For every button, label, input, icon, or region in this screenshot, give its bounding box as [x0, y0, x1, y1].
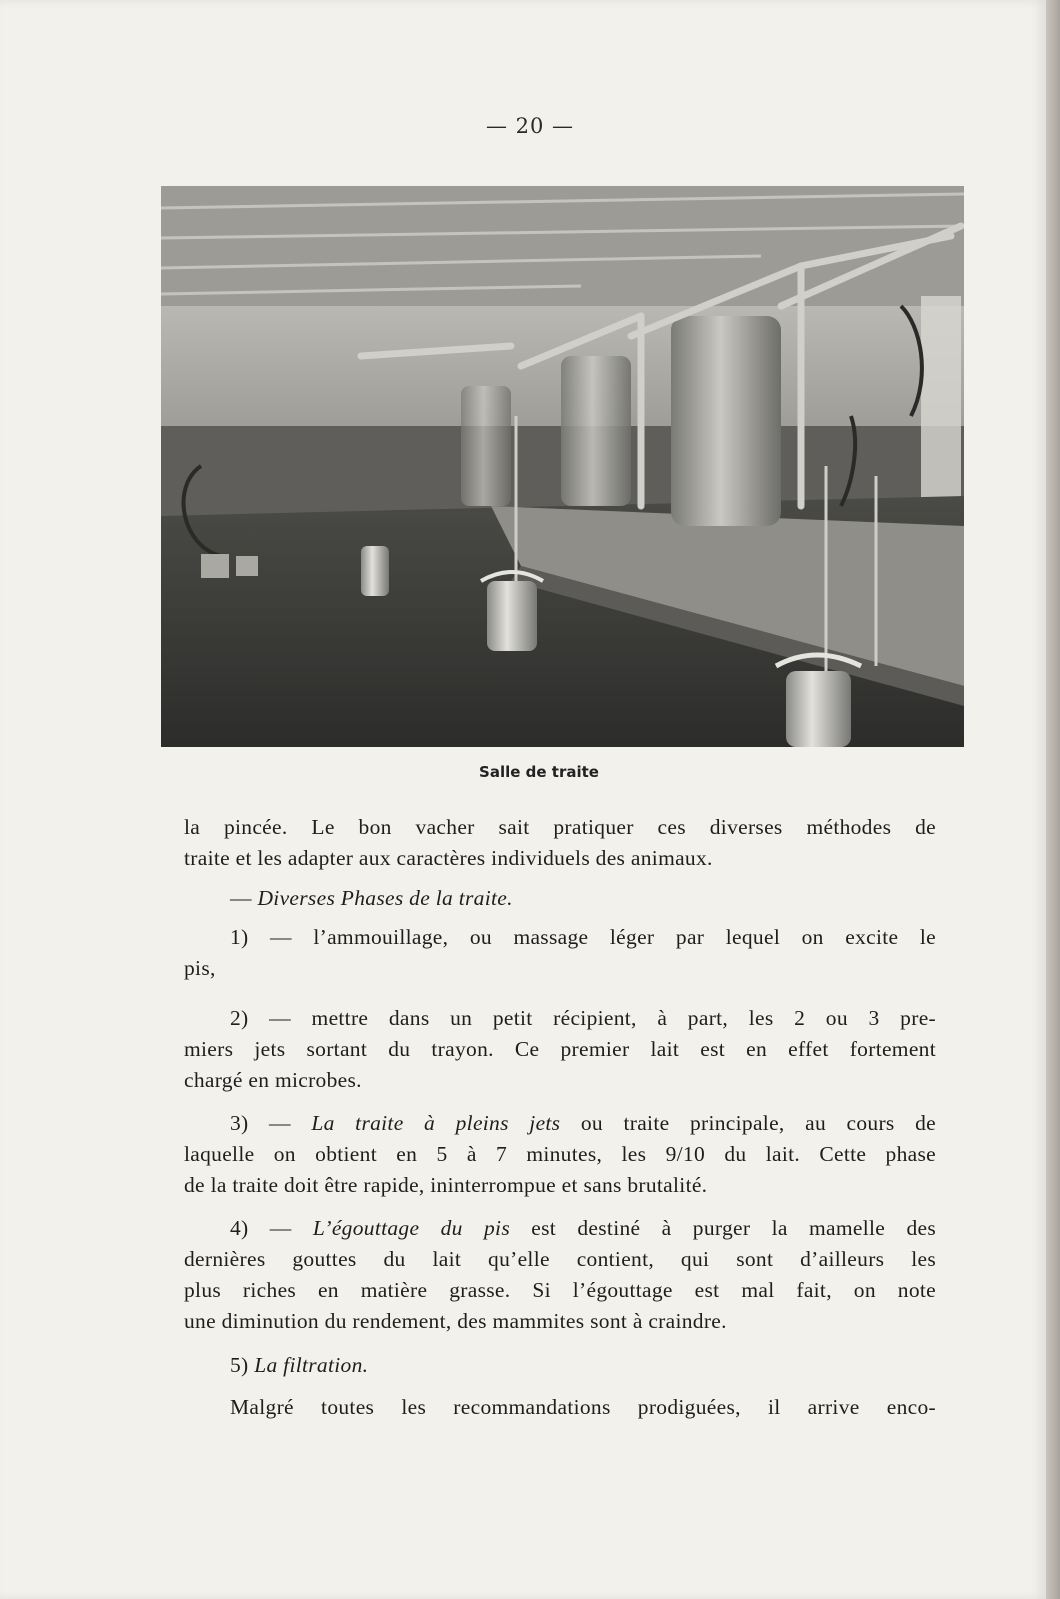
step-3-line [230, 1108, 936, 1139]
step-4-line [230, 1213, 936, 1244]
paragraph-line: la pincée. Le bon vacher sait pratiquer ces diverses méthodes de [184, 815, 936, 839]
step-2-line: miers jets sortant du trayon. Ce premier lait est en effet fortement [184, 1037, 936, 1061]
milking-room-photo [161, 186, 964, 747]
step-4-text: est destiné à purger la mamelle des [510, 1216, 937, 1240]
section-dash: — [230, 886, 258, 910]
page-number: — 20 — [485, 114, 575, 138]
paragraph-line: traite et les adapter aux caractères individuels des animaux. [184, 846, 713, 870]
step-2-line: 2) — mettre dans un petit récipient, à part, les 2 ou 3 pre- [230, 1006, 936, 1030]
step-2-line: chargé en microbes. [184, 1068, 362, 1092]
step-4-number: 4) — [230, 1216, 313, 1240]
page-edge [1046, 0, 1060, 1599]
step-5-title: La filtration. [254, 1353, 369, 1377]
figure-caption: Salle de traite [479, 763, 599, 781]
step-3-text: ou traite principale, au cours de [560, 1111, 936, 1135]
step-4-line: une diminution du rendement, des mammites sont à craindre. [184, 1309, 727, 1333]
step-1-line: 1) — l’ammouillage, ou massage léger par lequel on excite le [230, 925, 936, 949]
step-4-line: plus riches en matière grasse. Si l’égouttage est mal fait, on note [184, 1278, 936, 1302]
section-heading [230, 883, 982, 914]
step-4-title: L’égouttage du pis [312, 1216, 510, 1240]
paragraph-line: Malgré toutes les recommandations prodiguées, il arrive enco- [230, 1395, 936, 1419]
step-3-line: de la traite doit être rapide, ininterrompue et sans brutalité. [184, 1173, 708, 1197]
step-5-number: 5) [230, 1353, 255, 1377]
section-title: Diverses Phases de la traite. [257, 886, 513, 910]
step-3-line: laquelle on obtient en 5 à 7 minutes, les 9/10 du lait. Cette phase [184, 1142, 936, 1166]
step-4-line: dernières gouttes du lait qu’elle contient, qui sont d’ailleurs les [184, 1247, 936, 1271]
step-5-line [230, 1350, 982, 1381]
step-3-title: La traite à pleins jets [311, 1111, 561, 1135]
step-3-number: 3) — [230, 1111, 312, 1135]
step-1-line: pis, [184, 956, 216, 980]
milking-room-photo-drawing [161, 186, 964, 747]
